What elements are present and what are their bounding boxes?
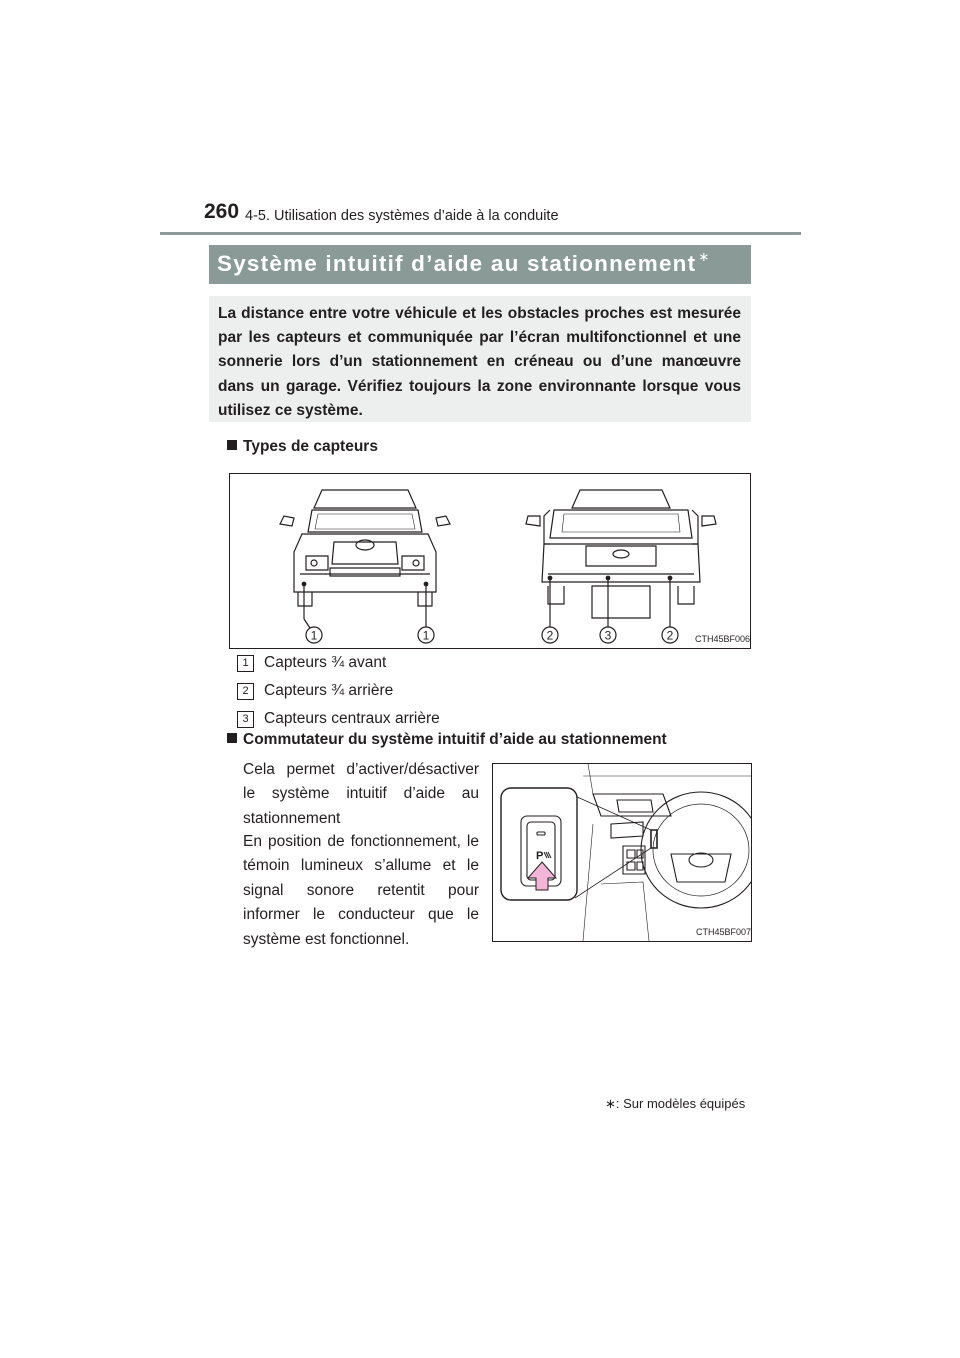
legend-text: Capteurs centraux arrière — [264, 710, 440, 727]
header-divider — [160, 232, 801, 235]
vehicle-front-rear-illustration — [230, 474, 750, 648]
sensor-types-heading-text: Types de capteurs — [243, 438, 378, 455]
bullet-square-icon — [227, 440, 237, 450]
legend-number: 3 — [237, 711, 254, 728]
legend-number: 2 — [237, 683, 254, 700]
callout-2-left: 2 — [546, 628, 554, 643]
page-number: 260 — [204, 200, 240, 223]
callout-3: 3 — [604, 628, 612, 643]
callout-2-right: 2 — [666, 628, 674, 643]
equipped-marker: ∗ — [698, 249, 711, 264]
legend-text: Capteurs ¾ avant — [264, 654, 387, 671]
switch-heading-text: Commutateur du système intuitif d’aide au stationnement — [243, 731, 667, 748]
sensor-figure — [229, 473, 751, 649]
footnote: ∗: Sur modèles équipés — [605, 1096, 746, 1111]
vehicle-front-view — [280, 490, 450, 619]
switch-paragraph-1: Cela permet d’activer/désactiver le système intuitif d’aide au stationnement — [243, 761, 479, 827]
legend-item — [237, 710, 440, 728]
legend-text: Capteurs ¾ arrière — [264, 682, 394, 699]
dashboard-switch-illustration — [493, 764, 751, 941]
intro-text: La distance entre votre véhicule et les obstacles proches est mesurée par les capteurs et communiquée par l’écran multifonctionnel et une sonnerie lors d’un stationnement en créneau ou d’une manœuvre dans un garage. Vérifiez toujours la zone environnante lorsque vous utilisez ce système. — [218, 305, 741, 419]
legend-number: 1 — [237, 655, 254, 672]
vehicle-rear-view — [526, 490, 716, 619]
chapter-title: 4-5. Utilisation des systèmes d’aide à la conduite — [245, 208, 559, 224]
figure-code: CTH45BF006 — [695, 634, 751, 644]
section-title — [217, 251, 710, 277]
callout-1-right: 1 — [422, 628, 430, 643]
switch-heading — [227, 731, 667, 749]
callout-1-left: 1 — [310, 628, 318, 643]
sensor-types-heading — [227, 438, 378, 456]
bullet-square-icon — [227, 733, 237, 743]
legend-item — [237, 682, 393, 700]
figure-code: CTH45BF007 — [696, 927, 752, 937]
parking-assist-symbol: P — [536, 850, 544, 862]
switch-figure — [492, 763, 752, 942]
switch-paragraph-2: En position de fonctionnement, le témoin lumineux s’allume et le signal sonore retentit pour informer le conducteur que le système est fonctionnel. — [243, 833, 479, 948]
section-title-text: Système intuitif d’aide au stationnement — [217, 251, 697, 276]
legend-item — [237, 654, 386, 672]
